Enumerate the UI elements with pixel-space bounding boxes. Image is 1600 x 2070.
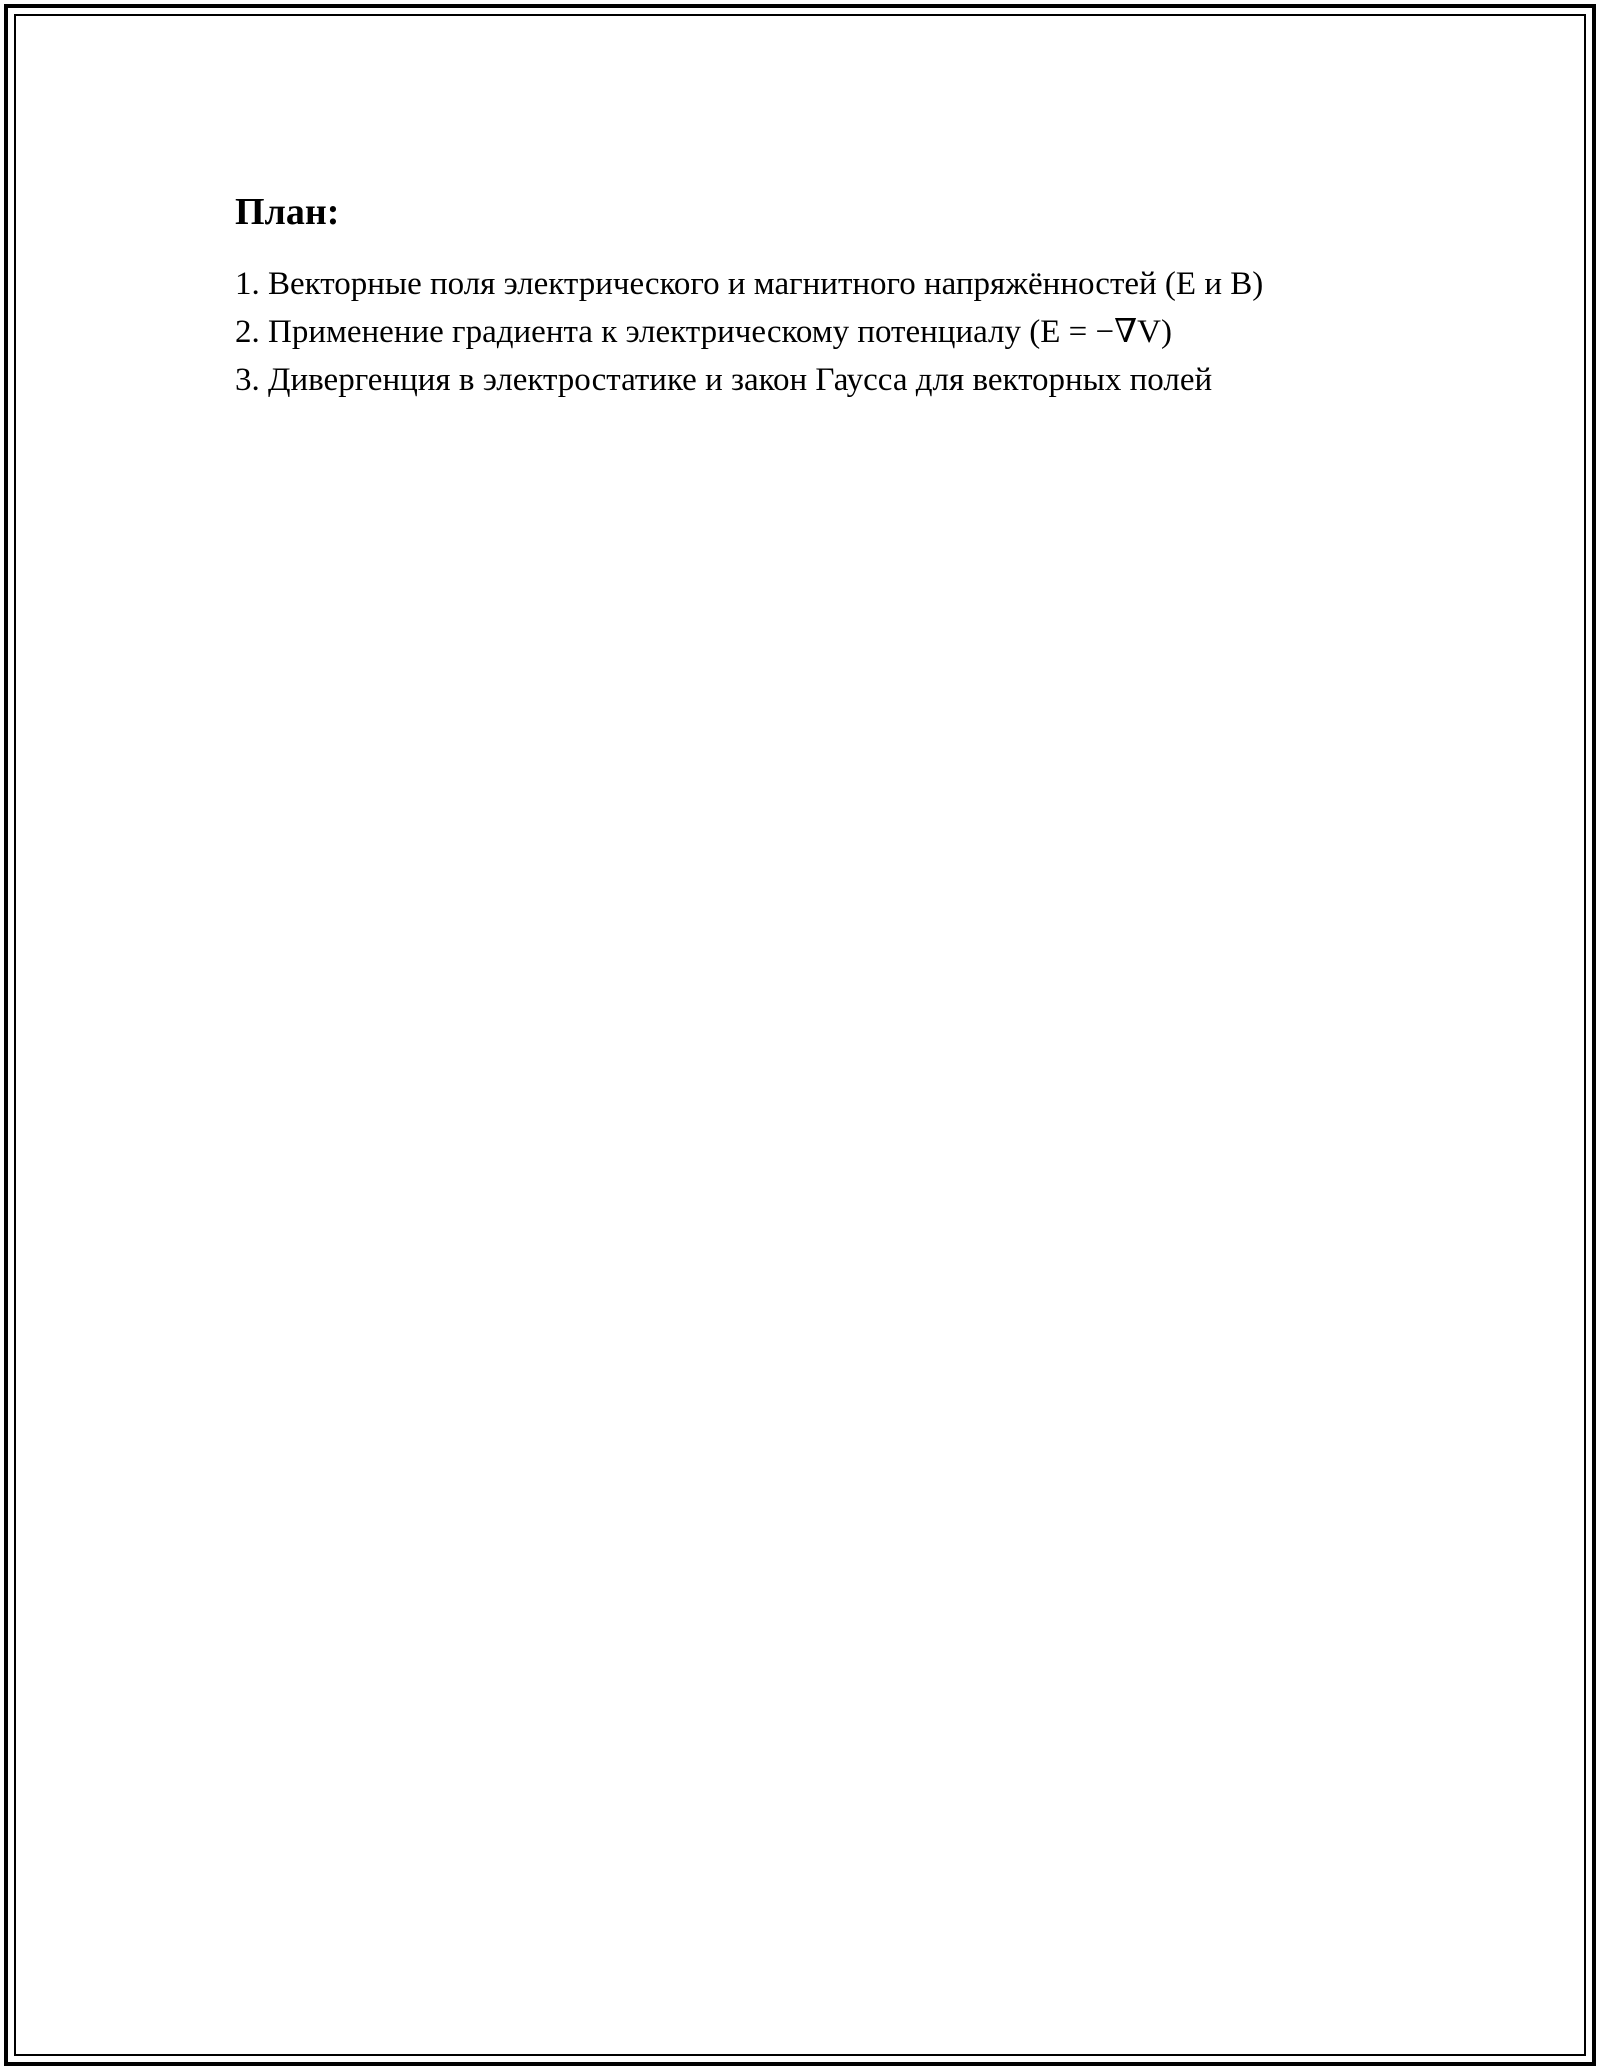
plan-item-1: 1. Векторные поля электрического и магнитного напряжённостей (E и B) [235, 266, 1264, 302]
plan-list [235, 260, 1365, 404]
plan-heading: План: [235, 191, 340, 233]
document-content [235, 188, 1365, 404]
plan-item-3: 3. Дивергенция в электростатике и закон Гаусса для векторных полей [235, 362, 1213, 398]
plan-item-2: 2. Применение градиента к электрическому потенциалу (E = −∇V) [235, 314, 1172, 350]
